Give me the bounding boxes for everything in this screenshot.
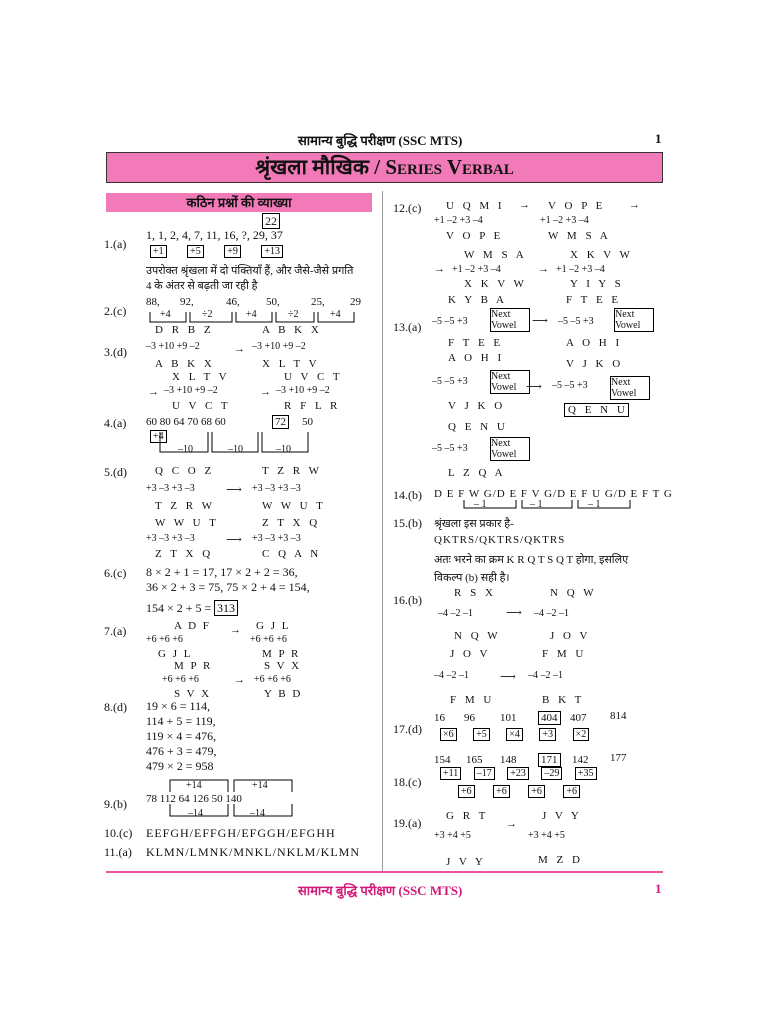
arrow-icon: → — [260, 386, 271, 398]
q1-series: 1, 1, 2, 4, 7, 11, 16, ?, 29, 37 — [146, 228, 283, 242]
q13-number: 13.(a) — [393, 320, 422, 334]
q17-num-3: 101 — [500, 712, 517, 724]
column-divider — [382, 191, 383, 871]
q5-ops-3: +3 –3 +3 –3 — [146, 533, 195, 544]
q12-row3-left: W M S A — [464, 249, 524, 261]
q12-ops-2: +1 –2 +3 –4 — [540, 215, 589, 226]
q5-ops-1: +3 –3 +3 –3 — [146, 483, 195, 494]
q16-row3-right: F M U — [542, 648, 584, 660]
section-title-bar — [106, 152, 663, 183]
q8-line-5: 479 × 2 = 958 — [146, 759, 214, 773]
q4-op-4: –10 — [276, 444, 291, 455]
q16-ops-1: –4 –2 –1 — [438, 608, 473, 619]
q16-row2-left: N Q W — [454, 630, 498, 642]
q17-answer-box: 404 — [538, 712, 561, 724]
q1-answer-box: 22 — [262, 214, 280, 229]
q13-row5: Q E N U — [448, 421, 505, 433]
q15-number: 15.(b) — [393, 516, 422, 530]
q6-line-2: 36 × 2 + 3 = 75, 75 × 2 + 4 = 154, — [146, 580, 310, 594]
q7-number: 7.(a) — [104, 624, 127, 638]
q18-answer-box: 171 — [538, 754, 561, 766]
arrow-icon: → — [629, 199, 640, 211]
q2-num-4: 50, — [266, 296, 280, 308]
q13-next-vowel-2: Next Vowel — [614, 308, 654, 332]
q9-op-4: –14 — [250, 808, 265, 819]
arrow-icon: ⟶ — [506, 607, 522, 619]
footer-page-number: 1 — [655, 881, 662, 896]
q13-ops-3: –5 –5 +3 — [432, 376, 468, 387]
q13-row3-left: A O H I — [448, 352, 502, 364]
q1-explain-1: उपरोक्त श्रृंखला में दो पंक्तियाँ हैं, और जैसे-जैसे प्रगति — [146, 265, 354, 277]
arrow-icon: → — [234, 674, 245, 686]
q3-row1-right: A B K X — [262, 324, 319, 336]
q15-line-3: अतः भरने का क्रम K R Q T S Q T होगा, इसलिए — [434, 554, 629, 566]
q4-answer-box: 72 — [272, 416, 289, 428]
q3-row1-left: D R B Z — [155, 324, 211, 336]
q18-number: 18.(c) — [393, 775, 422, 789]
q7-row1-right: G J L — [256, 620, 289, 632]
q13-next-vowel-5: Next Vowel — [490, 437, 530, 461]
q3-row4-left: U V C T — [172, 400, 228, 412]
q13-answer-box: Q E N U — [564, 403, 629, 417]
subtitle-bar — [106, 193, 372, 212]
q12-row3-right: X K V W — [570, 249, 630, 261]
q3-row3-left: X L T V — [172, 371, 227, 383]
q7-row1-left: A D F — [174, 620, 209, 632]
q18-ops-2: +6 +6 +6 +6 — [458, 786, 580, 797]
arrow-icon: ⟶ — [226, 484, 242, 496]
q14-number: 14.(b) — [393, 488, 422, 502]
footer-title: सामान्य बुद्धि परीक्षण (SSC MTS) — [298, 883, 463, 898]
q9-op-2: +14 — [252, 780, 268, 791]
q6-line-1: 8 × 2 + 1 = 17, 17 × 2 + 2 = 36, — [146, 565, 298, 579]
q15-line-1: श्रृंखला इस प्रकार है- — [434, 518, 514, 530]
q5-row3-left: W W U T — [155, 517, 216, 529]
q19-row2-right: M Z D — [538, 854, 580, 866]
q5-row2-right: W W U T — [262, 500, 323, 512]
q18-num-6: 177 — [610, 752, 627, 764]
q3-ops-3: –3 +10 +9 –2 — [164, 385, 218, 396]
q18-num-5: 142 — [572, 754, 589, 766]
q5-ops-4: +3 –3 +3 –3 — [252, 533, 301, 544]
footer-rule — [106, 871, 663, 873]
q18-ops-1: +11 –17 +23 –29 +35 — [440, 768, 597, 779]
q14-op-1: – 1 — [474, 499, 487, 510]
q7-row3-left: M P R — [174, 660, 211, 672]
q2-num-2: 92, — [180, 296, 194, 308]
q4-number: 4.(a) — [104, 416, 127, 430]
q9-op-1: +14 — [186, 780, 202, 791]
q9-op-3: –14 — [188, 808, 203, 819]
q11-series: KLMN/LMNK/MNKL/NKLM/KLMN — [146, 845, 360, 859]
q1-explain-2: 4 के अंतर से बढ़ती जा रही है — [146, 280, 258, 292]
q11-number: 11.(a) — [104, 845, 132, 859]
q13-next-vowel-3: Next Vowel — [490, 370, 530, 394]
q16-row1-left: R S X — [454, 587, 493, 599]
q2-num-1: 88, — [146, 296, 160, 308]
q7-ops-3: +6 +6 +6 — [162, 674, 199, 685]
q6-answer-box: 313 — [214, 601, 238, 616]
q13-next-vowel-1: Next Vowel — [490, 308, 530, 332]
q13-next-vowel-4: Next Vowel — [610, 376, 650, 400]
q15-line-4: विकल्प (b) सही है। — [434, 572, 510, 584]
q17-number: 17.(d) — [393, 722, 422, 736]
q3-number: 3.(d) — [104, 345, 127, 359]
q4-op-3: –10 — [228, 444, 243, 455]
section-title: श्रृंखला मौखिक / Series Verbal — [255, 155, 514, 179]
q6-line-3: 154 × 2 + 5 = — [146, 601, 212, 615]
q14-brackets — [460, 498, 640, 512]
q3-row2-left: A B K X — [155, 358, 212, 370]
q7-row3-right: S V X — [264, 660, 300, 672]
arrow-icon: → — [519, 199, 530, 211]
q2-op-5: +4 — [330, 309, 341, 320]
q18-num-1: 154 — [434, 754, 451, 766]
q2-num-6: 29 — [350, 296, 361, 308]
q10-series: EEFGH/EFFGH/EFGGH/EFGHH — [146, 826, 336, 840]
arrow-icon: → — [234, 343, 245, 355]
q17-num-1: 16 — [434, 712, 445, 724]
q16-ops-3: –4 –2 –1 — [434, 670, 469, 681]
q1-ops: +1 +5 +9 +13 — [150, 246, 283, 257]
q4-op-1: +4 — [150, 431, 167, 442]
q4-last: 50 — [302, 416, 313, 428]
q16-row1-right: N Q W — [550, 587, 594, 599]
arrow-icon: → — [538, 263, 549, 275]
q16-row4-left: F M U — [450, 694, 492, 706]
q7-row4-right: Y B D — [264, 688, 301, 700]
q19-row1-right: J V Y — [542, 810, 579, 822]
q13-row3-right: V J K O — [566, 358, 621, 370]
q5-row4-left: Z T X Q — [155, 548, 211, 560]
arrow-icon: ⟶ — [532, 315, 548, 327]
q19-ops-2: +3 +4 +5 — [528, 830, 565, 841]
q7-row2-right: M P R — [262, 648, 299, 660]
q2-op-2: ÷2 — [202, 309, 213, 320]
q12-row2-right: W M S A — [548, 230, 608, 242]
q13-ops-1: –5 –5 +3 — [432, 316, 468, 327]
arrow-icon: ⟶ — [226, 534, 242, 546]
q16-row3-left: J O V — [450, 648, 488, 660]
q12-row4-left: X K V W — [464, 278, 524, 290]
q13-row1-left: K Y B A — [448, 294, 504, 306]
q5-row1-left: Q C O Z — [155, 465, 212, 477]
q8-line-3: 119 × 4 = 476, — [146, 729, 217, 743]
arrow-icon: ⟶ — [500, 671, 516, 683]
q5-row3-right: Z T X Q — [262, 517, 318, 529]
q5-ops-2: +3 –3 +3 –3 — [252, 483, 301, 494]
q19-row2-left: J V Y — [446, 856, 483, 868]
q2-num-5: 25, — [311, 296, 325, 308]
q7-ops-4: +6 +6 +6 — [254, 674, 291, 685]
q14-op-3: – 1 — [588, 499, 601, 510]
q17-ops: ×6 +5 ×4 +3 ×2 — [440, 729, 589, 740]
arrow-icon: → — [506, 818, 517, 830]
q4-op-2: –10 — [178, 444, 193, 455]
q16-ops-2: –4 –2 –1 — [534, 608, 569, 619]
q3-row4-right: R F L R — [284, 400, 338, 412]
q7-row2-left: G J L — [158, 648, 191, 660]
q17-num-2: 96 — [464, 712, 475, 724]
q12-ops-1: +1 –2 +3 –4 — [434, 215, 483, 226]
q9-number: 9.(b) — [104, 797, 127, 811]
q15-line-2: QKTRS/QKTRS/QKTRS — [434, 534, 566, 546]
q5-number: 5.(d) — [104, 465, 127, 479]
q16-row4-right: B K T — [542, 694, 582, 706]
q3-row3-right: U V C T — [284, 371, 340, 383]
q10-number: 10.(c) — [104, 826, 133, 840]
arrow-icon: → — [230, 624, 241, 636]
q8-line-2: 114 + 5 = 119, — [146, 714, 216, 728]
q19-ops-1: +3 +4 +5 — [434, 830, 471, 841]
q8-line-4: 476 + 3 = 479, — [146, 744, 217, 758]
q13-ops-5: –5 –5 +3 — [432, 443, 468, 454]
q13-row6: L Z Q A — [448, 467, 503, 479]
q1-number: 1.(a) — [104, 237, 127, 251]
q12-ops-3: +1 –2 +3 –4 — [452, 264, 501, 275]
arrow-icon: → — [148, 386, 159, 398]
q2-op-4: ÷2 — [288, 309, 299, 320]
q18-num-3: 148 — [500, 754, 517, 766]
q3-ops-2: –3 +10 +9 –2 — [252, 341, 306, 352]
q17-num-5: 407 — [570, 712, 587, 724]
q13-row4-left: V J K O — [448, 400, 503, 412]
q7-row4-left: S V X — [174, 688, 210, 700]
q13-row2-left: F T E E — [448, 337, 501, 349]
q16-ops-4: –4 –2 –1 — [528, 670, 563, 681]
q5-row1-right: T Z R W — [262, 465, 320, 477]
q14-op-2: – 1 — [530, 499, 543, 510]
arrow-icon: ⟶ — [526, 381, 542, 393]
q2-op-3: +4 — [246, 309, 257, 320]
q12-row2-left: V O P E — [446, 230, 501, 242]
q4-series: 60 80 64 70 68 60 — [146, 416, 226, 428]
q6-number: 6.(c) — [104, 566, 127, 580]
q2-op-1: +4 — [160, 309, 171, 320]
q12-row1-left: U Q M I — [446, 200, 502, 212]
q14-series: D E F W G/D E F V G/D E F U G/D E F T G — [434, 488, 673, 500]
q12-row4-right: Y I Y S — [570, 278, 621, 290]
section-subtitle: कठिन प्रश्नों की व्याख्या — [186, 195, 292, 210]
q3-ops-4: –3 +10 +9 –2 — [276, 385, 330, 396]
q3-ops-1: –3 +10 +9 –2 — [146, 341, 200, 352]
arrow-icon: → — [434, 263, 445, 275]
q13-row1-right: F T E E — [566, 294, 619, 306]
q12-number: 12.(c) — [393, 201, 422, 215]
q13-row2-right: A O H I — [566, 337, 620, 349]
q7-ops-2: +6 +6 +6 — [250, 634, 287, 645]
q3-row2-right: X L T V — [262, 358, 317, 370]
q5-row4-right: C Q A N — [262, 548, 319, 560]
q9-series: 78 112 64 126 50 140 — [146, 793, 242, 805]
q7-ops-1: +6 +6 +6 — [146, 634, 183, 645]
q17-num-6: 814 — [610, 710, 627, 722]
q2-num-3: 46, — [226, 296, 240, 308]
q19-row1-left: G R T — [446, 810, 486, 822]
q12-ops-4: +1 –2 +3 –4 — [556, 264, 605, 275]
q5-row2-left: T Z R W — [155, 500, 213, 512]
q2-number: 2.(c) — [104, 304, 127, 318]
q12-row1-right: V O P E — [548, 200, 603, 212]
q13-ops-2: –5 –5 +3 — [558, 316, 594, 327]
q19-number: 19.(a) — [393, 816, 422, 830]
running-header: सामान्य बुद्धि परीक्षण (SSC MTS) — [298, 133, 463, 148]
q13-ops-4: –5 –5 +3 — [552, 380, 588, 391]
q8-line-1: 19 × 6 = 114, — [146, 699, 211, 713]
q16-row2-right: J O V — [550, 630, 588, 642]
q16-number: 16.(b) — [393, 593, 422, 607]
q8-number: 8.(d) — [104, 700, 127, 714]
page-number: 1 — [655, 131, 662, 146]
q18-num-2: 165 — [466, 754, 483, 766]
